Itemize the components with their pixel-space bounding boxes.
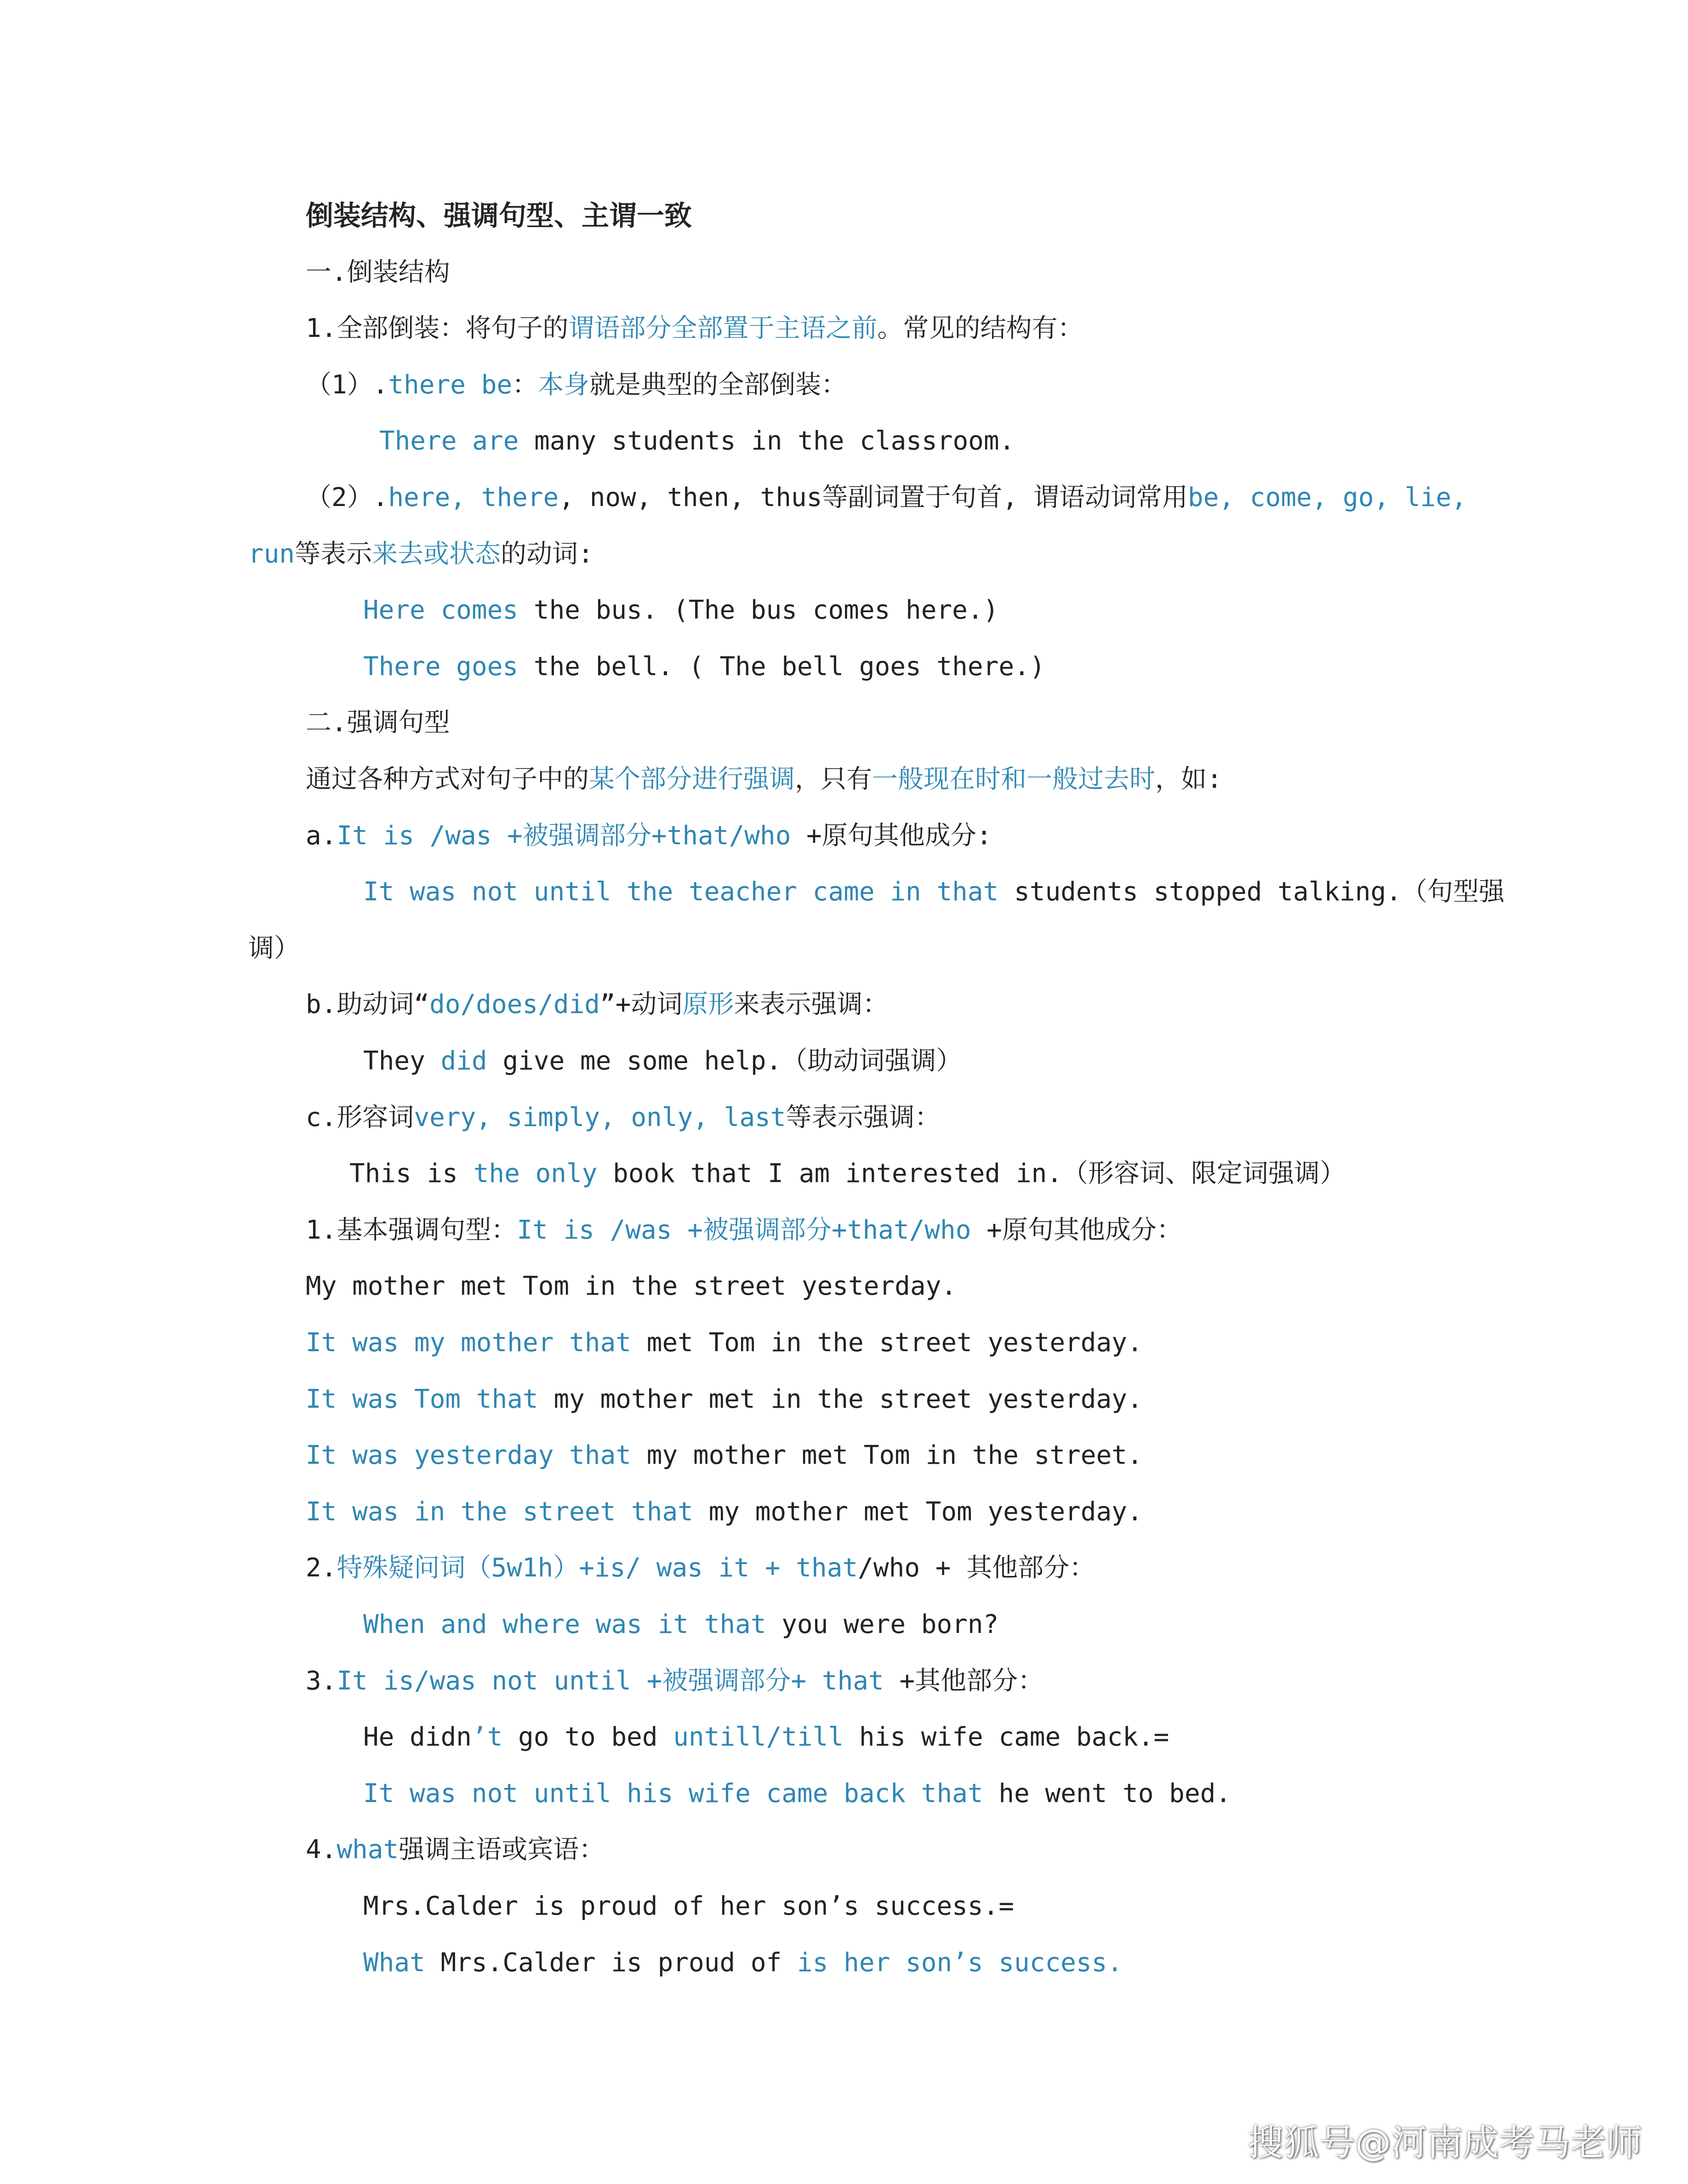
highlighted-text: what [336, 1835, 399, 1865]
highlighted-text: It was not until the teacher came in that [363, 877, 999, 907]
text-line [306, 1212, 1182, 1249]
text-segment: the bus. (The bus comes here.) [518, 595, 999, 626]
text-line [363, 648, 1045, 685]
highlighted-text: It is /was +被强调部分+that/who [517, 1215, 971, 1245]
text-segment: My mother met Tom in the street yesterday. [306, 1271, 957, 1302]
text-segment: 等表示强调： [786, 1102, 941, 1132]
watermark: 搜狐号@河南成考马老师 [1247, 2122, 1642, 2164]
text-segment: +原句其他成分: [791, 820, 992, 851]
text-segment: Mrs.Calder is proud of her son’s success.= [363, 1891, 1015, 1921]
text-line [306, 479, 1467, 516]
text-segment: 倒装结构、强调句型、主谓一致 [306, 200, 692, 232]
text-segment: ： [512, 370, 538, 400]
text-line [306, 986, 888, 1023]
text-segment: 就是典型的全部倒装： [589, 370, 847, 400]
text-segment: 。常见的结构有： [877, 313, 1084, 344]
text-line [306, 1437, 1143, 1474]
text-line [306, 1268, 957, 1305]
text-segment: +其他部分： [884, 1666, 1044, 1696]
highlighted-text: is her son’s success. [797, 1947, 1123, 1978]
text-segment: （1）. [306, 370, 388, 400]
text-segment: c.形容词 [306, 1102, 414, 1132]
text-segment: he went to bed. [983, 1778, 1232, 1809]
text-segment: 4. [306, 1835, 337, 1865]
text-line [306, 818, 992, 854]
text-segment: ，如: [1155, 764, 1222, 794]
highlighted-text: do/does/did [429, 990, 600, 1020]
text-line [363, 1775, 1231, 1812]
highlighted-text: It is /was +被强调部分+that/who [336, 820, 791, 851]
highlighted-text: When and where was it that [363, 1610, 766, 1639]
text-segment: Mrs.Calder is proud of [425, 1947, 798, 1978]
text-line [306, 1550, 1095, 1587]
document-title [306, 198, 692, 234]
text-segment: a. [306, 820, 337, 851]
highlighted-text: did [440, 1046, 487, 1076]
text-segment: , now, then, thus等副词置于句首, 谓语动词常用 [559, 483, 1188, 512]
highlighted-text: ’t [472, 1722, 503, 1752]
text-segment: 通过各种方式对句子中的 [306, 764, 589, 794]
text-segment: /who + 其他部分： [858, 1553, 1095, 1583]
highlighted-text: very, simply, only, last [414, 1102, 786, 1132]
highlighted-text: It was yesterday that [306, 1440, 632, 1471]
highlighted-text: the only [473, 1159, 598, 1189]
text-line [306, 367, 847, 404]
text-segment: 2. [306, 1553, 337, 1583]
text-segment: b.助动词“ [306, 990, 430, 1020]
text-line [306, 310, 1083, 347]
highlighted-text: run [248, 539, 295, 569]
text-segment: 等表示 [295, 539, 372, 569]
text-segment: +原句其他成分： [971, 1215, 1182, 1245]
text-segment: his wife came back.= [844, 1722, 1169, 1752]
text-line [363, 592, 998, 629]
text-segment: 1.全部倒装：将句子的 [306, 313, 569, 344]
highlighted-text: untill/till [673, 1722, 844, 1752]
text-segment: 来表示强调： [734, 990, 889, 1020]
highlighted-text: here, there [388, 483, 559, 512]
highlighted-text: It was not until his wife came back that [363, 1778, 983, 1809]
text-segment: 调） [248, 933, 300, 963]
text-line [306, 1099, 941, 1136]
highlighted-text: there be [388, 370, 513, 400]
highlighted-text: 原形 [682, 990, 734, 1020]
highlighted-text: 来去或状态 [372, 539, 501, 569]
text-line [306, 1381, 1143, 1418]
text-line [379, 423, 1015, 460]
text-segment: go to bed [502, 1722, 673, 1752]
highlighted-text: be, come, go, lie, [1187, 483, 1467, 512]
text-segment: This is [349, 1159, 473, 1189]
text-line [306, 254, 450, 291]
text-segment: book that I am interested in.（形容词、限定词强调） [597, 1159, 1346, 1189]
text-line [306, 1663, 1044, 1700]
text-segment: （2）. [306, 483, 388, 512]
highlighted-text: It was in the street that [306, 1496, 693, 1527]
text-line [363, 1606, 998, 1643]
text-segment: 的动词: [501, 539, 593, 569]
text-line [248, 930, 300, 967]
text-segment: give me some help.（助动词强调） [487, 1046, 962, 1076]
highlighted-text: There are [379, 426, 519, 456]
text-segment: ”+动词 [600, 990, 683, 1020]
text-line [363, 1888, 1014, 1925]
highlighted-text: It was my mother that [306, 1328, 632, 1358]
text-segment: you were born? [766, 1610, 999, 1639]
text-segment: the bell. ( The bell goes there.) [518, 651, 1045, 682]
text-segment: students stopped talking.（句型强 [998, 877, 1505, 907]
text-line [349, 1155, 1346, 1192]
text-segment: 一.倒装结构 [306, 257, 450, 287]
text-line [306, 1325, 1143, 1361]
text-segment: ，只有 [795, 764, 872, 794]
text-segment: 3. [306, 1666, 337, 1696]
text-line [306, 1494, 1143, 1530]
highlighted-text: 某个部分进行强调 [589, 764, 795, 794]
text-line [363, 874, 1505, 910]
highlighted-text: What [363, 1947, 425, 1978]
text-segment: my mother met in the street yesterday. [538, 1384, 1143, 1414]
text-segment: They [363, 1046, 441, 1076]
text-line [363, 1719, 1169, 1756]
text-line [363, 1945, 1123, 1981]
text-line [306, 705, 450, 741]
highlighted-text: It is/was not until +被强调部分+ that [336, 1666, 884, 1696]
text-line [306, 761, 1222, 798]
text-segment: He didn [363, 1722, 472, 1752]
highlighted-text: It was Tom that [306, 1384, 538, 1414]
highlighted-text: 特殊疑问词（5w1h）+is/ was it + that [336, 1553, 858, 1583]
highlighted-text: 本身 [538, 370, 590, 400]
text-segment: met Tom in the street yesterday. [631, 1328, 1143, 1358]
text-segment: 二.强调句型 [306, 708, 450, 738]
highlighted-text: 一般现在时和一般过去时 [872, 764, 1155, 794]
text-segment: my mother met Tom yesterday. [693, 1496, 1143, 1527]
highlighted-text: Here comes [363, 595, 519, 626]
text-line [248, 536, 593, 573]
text-segment: 1.基本强调句型： [306, 1215, 517, 1245]
text-line [363, 1043, 962, 1080]
text-segment: many students in the classroom. [519, 426, 1015, 456]
text-line [306, 1831, 604, 1868]
highlighted-text: 谓语部分全部置于主语之前 [568, 313, 878, 344]
highlighted-text: There goes [363, 651, 519, 682]
text-segment: 强调主语或宾语： [399, 1835, 605, 1865]
text-segment: my mother met Tom in the street. [631, 1440, 1143, 1471]
